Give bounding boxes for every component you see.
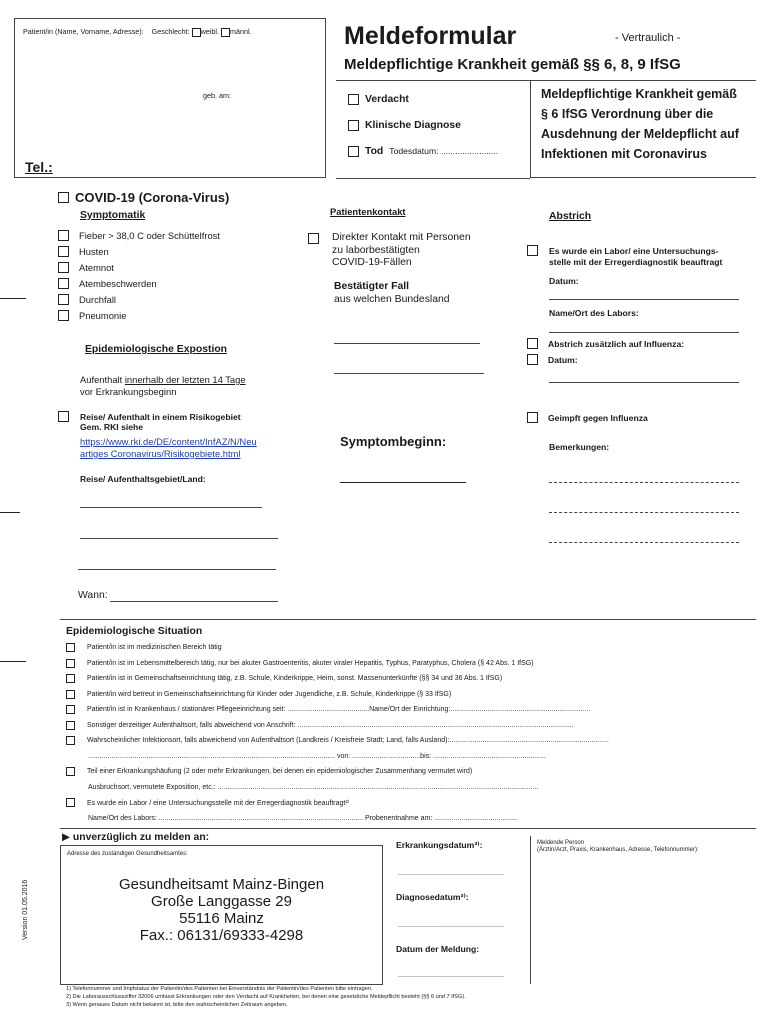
direct-contact-label-3: COVID-19-Fällen xyxy=(332,257,412,268)
covid-row xyxy=(58,190,229,205)
symptom-checkbox-breathing[interactable] xyxy=(58,278,69,289)
influenza-date-label: Datum: xyxy=(548,354,578,365)
footnote-1: 1) Telefonnummer und Impfstatus der Patientin/des Patienten bei Einverständnis der Patientin/des Patienten bitte eintragen. xyxy=(66,986,373,992)
situation-divider xyxy=(60,619,756,620)
symptom-checkbox-diarrhea[interactable] xyxy=(58,294,69,305)
illness-date-label: Erkrankungsdatum³⁾: xyxy=(396,840,483,850)
symptom-label: Fieber > 38,0 C oder Schüttelfrost xyxy=(79,229,220,241)
travel-area-line-3[interactable] xyxy=(78,569,276,570)
footnote-3: 3) Wenn genaues Datum nicht bekannt ist, bitte den wahrscheinlichen Zeitraum angeben. xyxy=(66,1002,288,1008)
health-office-box xyxy=(60,845,383,985)
diagnosis-date-field[interactable]: ..................................................... xyxy=(398,920,504,929)
sex-label: Geschlecht: xyxy=(151,27,190,36)
situation-checkbox-food[interactable] xyxy=(66,659,75,668)
death-date-field[interactable]: Todesdatum: ........................ xyxy=(389,146,499,156)
situation-item: Patient/in wird betreut in Gemeinschaftseinrichtung für Kinder oder Jugendliche, z.B. Schule, Kinderkrippe (§ 33 IfSG) xyxy=(87,690,452,698)
reporter-label-2: (Ärztin/Arzt, Praxis, Krankenhaus, Adresse, Telefonnummer): xyxy=(537,847,699,853)
state-line-2[interactable] xyxy=(334,373,484,374)
covid-checkbox[interactable] xyxy=(58,192,69,203)
symptom-checkbox-fever[interactable] xyxy=(58,230,69,241)
symptom-checkbox-cough[interactable] xyxy=(58,246,69,257)
lab-assigned-label-2: stelle mit der Erregerdiagnostik beauftragt xyxy=(549,257,723,267)
health-office-street: Große Langgasse 29 xyxy=(151,893,292,910)
situation-checkbox-infection-place[interactable] xyxy=(66,736,75,745)
report-date-field[interactable]: ..................................................... xyxy=(398,970,504,979)
sex-female-label: weibl. xyxy=(200,27,219,36)
when-label: Wann: xyxy=(78,590,108,601)
form-title: Meldeformular xyxy=(344,22,517,50)
clinical-label: Klinische Diagnose xyxy=(365,119,461,131)
influenza-date-checkbox[interactable] xyxy=(527,354,538,365)
fold-mark-1 xyxy=(0,298,26,299)
lab-name-line[interactable] xyxy=(549,332,739,333)
situation-item: Patient/in ist in Krankenhaus / stationärer Pflegeeinrichtung seit: ..........................................Name/Ort der Einrichtung:........................................................................ xyxy=(87,706,591,714)
stay-suffix: vor Erkrankungsbeginn xyxy=(80,386,177,397)
situation-item: Patient/in ist im Lebensmittelbereich tätig, nur bei akuter Gastroenteritis, akuter viraler Hepatitis, Typhus, Paratyphus, Cholera (§ 42 Abs. 1 IfSG) xyxy=(87,659,534,667)
travel-area-label: Reise/ Aufenthaltsgebiet/Land: xyxy=(80,474,206,484)
health-office-fax: Fax.: 06131/69333-4298 xyxy=(139,927,304,944)
risk-area-label-2: Gem. RKI siehe xyxy=(80,422,144,432)
covid-title: COVID-19 (Corona-Virus) xyxy=(75,190,230,205)
situation-checkbox-medical[interactable] xyxy=(66,643,75,652)
rki-link-2[interactable]: artiges Coronavirus/Risikogebiete.html xyxy=(80,448,241,459)
vaccinated-row xyxy=(527,412,648,423)
vaccinated-checkbox[interactable] xyxy=(527,412,538,423)
lab-assigned-situation-label: Es wurde ein Labor / eine Untersuchungsstelle mit der Erregerdiagnostik beauftragt²⁾ xyxy=(87,799,350,807)
version-label: Version 01.05.2016 xyxy=(22,879,29,940)
rki-link-1[interactable]: https://www.rki.de/DE/content/InfAZ/N/Neu xyxy=(80,436,257,447)
symptom-label: Durchfall xyxy=(79,293,116,305)
travel-area-line-1[interactable] xyxy=(80,507,262,508)
diagnosis-date-label: Diagnosedatum³⁾: xyxy=(396,892,469,902)
situation-item: Wahrscheinlicher Infektionsort, falls abweichend von Aufenthaltsort (Landkreis / Kreisfreie Stadt; Land, falls Ausland):.................................................................................. xyxy=(87,737,609,745)
death-checkbox[interactable] xyxy=(348,146,359,157)
health-office-header: Adresse des zuständigen Gesundheitsamtes: xyxy=(67,851,188,857)
status-divider xyxy=(336,178,530,179)
remarks-label: Bemerkungen: xyxy=(549,442,610,452)
situation-checkbox-other-location[interactable] xyxy=(66,721,75,730)
symptom-label: Husten xyxy=(79,245,109,257)
situation-checkbox-community-work[interactable] xyxy=(66,674,75,683)
sex-male-label: männl. xyxy=(230,27,252,36)
patient-info-box[interactable] xyxy=(14,18,326,178)
situation-item: Sonstiger derzeitiger Aufenthaltsort, falls abweichend von Anschrift: .............................................................................................................................................. xyxy=(87,721,574,729)
report-divider xyxy=(60,828,756,829)
vaccinated-label: Geimpft gegen Influenza xyxy=(548,412,648,423)
regulation-text: Meldepflichtige Krankheit gemäß § 6 IfSG Verordnung über die Ausdehnung der Meldepflicht auf Infektionen mit Coronavirus xyxy=(541,87,739,161)
lab-assigned-label-1: Es wurde ein Labor/ eine Untersuchungs- xyxy=(549,246,719,256)
swab-header: Abstrich xyxy=(549,211,592,222)
lab-name-field[interactable]: Name/Ort des Labors: ......................................................................................................... Probenentnahme am: ........................................... xyxy=(88,814,518,822)
contact-header: Patientenkontakt xyxy=(330,206,406,217)
suspected-checkbox[interactable] xyxy=(348,94,359,105)
cluster-label: Teil einer Erkrankungshäufung (2 oder mehr Erkrankungen, bei denen ein epidemiologischer Zusammenhang vermutet wird) xyxy=(87,768,473,776)
symptom-label: Atembeschwerden xyxy=(79,277,157,289)
stay-text xyxy=(80,374,246,398)
state-line-1[interactable] xyxy=(334,343,480,344)
sex-female-checkbox[interactable] xyxy=(192,28,201,37)
symptom-checkbox-pneumonia[interactable] xyxy=(58,310,69,321)
death-label: Tod xyxy=(365,145,384,157)
from-to-field[interactable]: ............................................................................................................................... von: ...................................bis: .......................................................... xyxy=(88,752,546,760)
situation-list xyxy=(66,640,756,826)
health-office-city: 55116 Mainz xyxy=(179,910,264,927)
clinical-checkbox[interactable] xyxy=(348,120,359,131)
situation-item: Patient/in ist im medizinischen Bereich tätig xyxy=(87,644,222,652)
patient-header: Patient/in (Name, Vorname, Adresse): xyxy=(23,27,144,36)
swab-date-label: Datum: xyxy=(549,276,579,286)
form-subtitle: Meldepflichtige Krankheit gemäß §§ 6, 8, 9 IfSG xyxy=(344,56,681,73)
direct-contact-label-1: Direkter Kontakt mit Personen xyxy=(332,232,471,243)
situation-checkbox-community-care[interactable] xyxy=(66,690,75,699)
when-line[interactable] xyxy=(110,601,278,602)
influenza-swab-row xyxy=(527,338,684,349)
lab-assigned-checkbox[interactable] xyxy=(527,245,538,256)
exposure-header: Epidemiologische Expostion xyxy=(85,344,228,355)
suspected-label: Verdacht xyxy=(365,93,409,105)
influenza-swab-checkbox[interactable] xyxy=(527,338,538,349)
born-label: geb. am: xyxy=(203,91,231,100)
remarks-line-1[interactable] xyxy=(549,482,739,483)
health-office-name: Gesundheitsamt Mainz-Bingen xyxy=(118,876,325,893)
footnotes xyxy=(66,985,756,1009)
situation-checkbox-lab[interactable] xyxy=(66,798,75,807)
outbreak-field[interactable]: Ausbruchsort, vermutete Exposition, etc.: ..................................................................................................................................................................... xyxy=(88,783,539,791)
onset-line[interactable] xyxy=(340,482,466,483)
influenza-date-line[interactable] xyxy=(549,382,739,383)
travel-area-line-2[interactable] xyxy=(80,538,278,539)
symptom-checkbox-dyspnea[interactable] xyxy=(58,262,69,273)
risk-area-checkbox[interactable] xyxy=(58,411,69,422)
report-to-header: ▶ unverzüglich zu melden an: xyxy=(62,832,210,843)
influenza-swab-label: Abstrich zusätzlich auf Influenza: xyxy=(548,338,685,349)
fold-mark-2 xyxy=(0,512,20,513)
situation-checkbox-hospital[interactable] xyxy=(66,705,75,714)
status-group xyxy=(348,88,528,164)
illness-date-field[interactable]: ..................................................... xyxy=(398,868,504,877)
confidential-label: - Vertraulich - xyxy=(615,32,681,44)
lab-name-label: Name/Ort des Labors: xyxy=(549,308,639,318)
tel-label: Tel.: xyxy=(25,159,53,175)
symptoms-header: Symptomatik xyxy=(80,210,146,221)
direct-contact-label-2: zu laborbestätigten xyxy=(332,244,420,256)
risk-area-label-1: Reise/ Aufenthalt in einem Risikogebiet xyxy=(80,412,241,422)
symptom-label: Atemnot xyxy=(79,261,114,273)
report-date-label: Datum der Meldung: xyxy=(396,944,480,954)
symptom-list xyxy=(58,227,220,323)
symptom-label: Pneumonie xyxy=(79,309,127,321)
footnote-2: 2) Die Laborausschlussziffer 32006 umfasst Erkrankungen oder den Verdacht auf Krankheiten, bei denen eine gesetzliche Meldepflicht besteht (§§ 6 und 7 IfSG). xyxy=(66,994,466,1000)
influenza-date-row xyxy=(527,354,578,365)
onset-label: Symptombeginn: xyxy=(340,434,447,449)
reporter-box[interactable] xyxy=(530,836,756,984)
swab-date-line[interactable] xyxy=(549,299,739,300)
situation-checkbox-cluster[interactable] xyxy=(66,767,75,776)
stay-period: innerhalb der letzten 14 Tage xyxy=(124,374,246,385)
regulation-box xyxy=(530,80,756,178)
stay-prefix: Aufenthalt xyxy=(80,374,125,385)
sex-male-checkbox[interactable] xyxy=(221,28,230,37)
reporter-label-1: Meldende Person xyxy=(537,840,585,846)
confirmed-case-label: Bestätigter Fall xyxy=(334,281,410,292)
state-label: aus welchen Bundesland xyxy=(334,294,450,305)
remarks-line-2[interactable] xyxy=(549,512,739,513)
fold-mark-3 xyxy=(0,661,26,662)
remarks-line-3[interactable] xyxy=(549,542,739,543)
direct-contact-checkbox[interactable] xyxy=(308,233,319,244)
situation-header: Epidemiologische Situation xyxy=(66,626,203,637)
situation-item: Patient/in ist in Gemeinschaftseinrichtung tätig, z.B. Schule, Kinderkrippe, Heim, sonst. Massenunterkünfte (§§ 34 und 36 Abs. 1 IfSG) xyxy=(87,675,503,683)
